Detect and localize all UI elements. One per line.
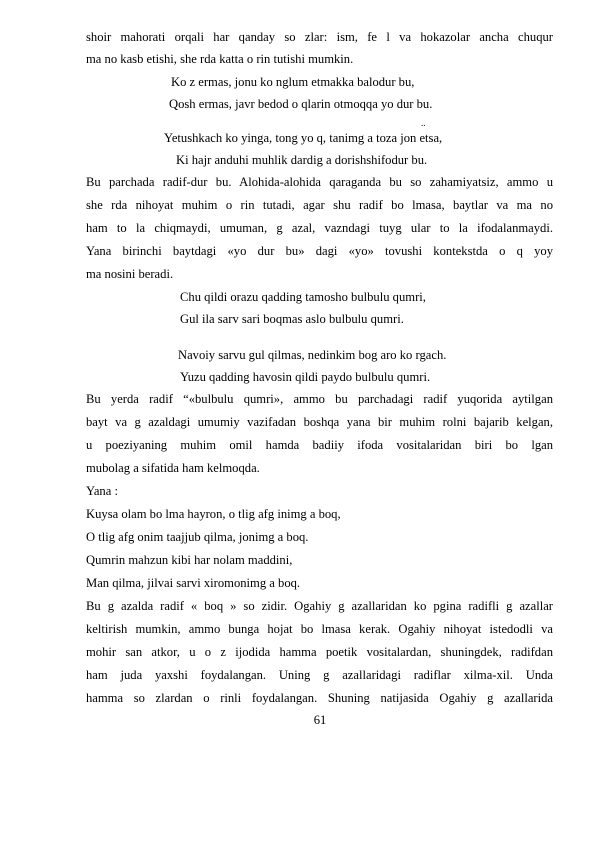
verse-line: Ki hajr anduhi muhlik dardig a dorishshifodur bu.	[176, 153, 428, 167]
text-line: Bu yerda radif “«bulbulu qumri», ammo bu parchadagi radif yuqorida aytilgan	[86, 392, 553, 406]
text-line: mohir san atkor, u o z ijodida hamma poetik vositalardan, shuningdek, radifdan	[86, 645, 553, 659]
verse-line: Navoiy sarvu gul qilmas, nedinkim bog aro ko rgach.	[178, 348, 447, 362]
text-line: Bu g azalda radif « boq » so zidir. Ogahiy g azallaridan ko pgina radifli g azallar	[86, 599, 553, 613]
verse-line: Yuzu qadding havosin qildi paydo bulbulu qumri.	[180, 370, 431, 384]
text-line: shoir mahorati orqali har qanday so zlar: ism, fe l va hokazolar ancha chuqur	[86, 30, 553, 44]
verse-line: Qosh ermas, javr bedod o qlarin otmoqqa yo dur bu.	[169, 97, 433, 111]
verse-line: Qumrin mahzun kibi har nolam maddini,	[86, 553, 293, 567]
verse-line: Man qilma, jilvai sarvi xiromonimg a boq.	[86, 576, 301, 590]
text-line: Yana birinchi baytdagi «yo dur bu» dagi «yo» tovushi kontekstda o q yoy	[86, 244, 553, 258]
verse-line: Yetushkach ko yinga, tong yo q, tanimg a toza jon etsa,	[164, 131, 443, 145]
text-line: she rda nihoyat muhim o rin tutadi, agar shu radif bo lmasa, baytlar va ma no	[86, 198, 553, 212]
page-number: 61	[313, 713, 327, 727]
text-line: hamma so zlardan o rinli foydalangan. Shuning natijasida Ogahiy g azallarida	[86, 691, 553, 705]
text-line: Bu parchada radif-dur bu. Alohida-alohida qaraganda bu so zahamiyatsiz, ammo u	[86, 175, 553, 189]
text-line: ma no kasb etishi, she rda katta o rin tutishi mumkin.	[86, 52, 354, 66]
text-line: keltirish mumkin, ammo bunga hojat bo lmasa kerak. Ogahiy nihoyat istedodli va	[86, 622, 553, 636]
text-line: bayt va g azaldagi umumiy vazifadan boshqa yana bir muhim rolni bajarib kelgan,	[86, 415, 553, 429]
verse-line: Gul ila sarv sari boqmas aslo bulbulu qumri.	[180, 312, 404, 326]
text-line: u poeziyaning muhim omil hamda badiiy ifoda vositalaridan biri bo lgan	[86, 438, 553, 452]
verse-line: Kuysa olam bo lma hayron, o tlig afg inimg a boq,	[86, 507, 341, 521]
verse-line: Ko z ermas, jonu ko nglum etmakka balodur bu,	[171, 75, 415, 89]
text-line: ma nosini beradi.	[86, 267, 174, 281]
text-line: ham to la chiqmaydi, umuman, g azal, vazndagi tuyg ular to la ifodalanmaydi.	[86, 221, 553, 235]
text-line: ham juda yaxshi foydalangan. Uning g azallaridagi radiflar xilma-xil. Unda	[86, 668, 553, 682]
verse-line: Chu qildi orazu qadding tamosho bulbulu qumri,	[180, 290, 426, 304]
verse-line: O tlig afg onim taajjub qilma, jonimg a boq.	[86, 530, 309, 544]
ellipsis-mark: ..	[421, 118, 426, 128]
text-line: Yana :	[86, 484, 118, 498]
text-line: mubolag a sifatida ham kelmoqda.	[86, 461, 260, 475]
